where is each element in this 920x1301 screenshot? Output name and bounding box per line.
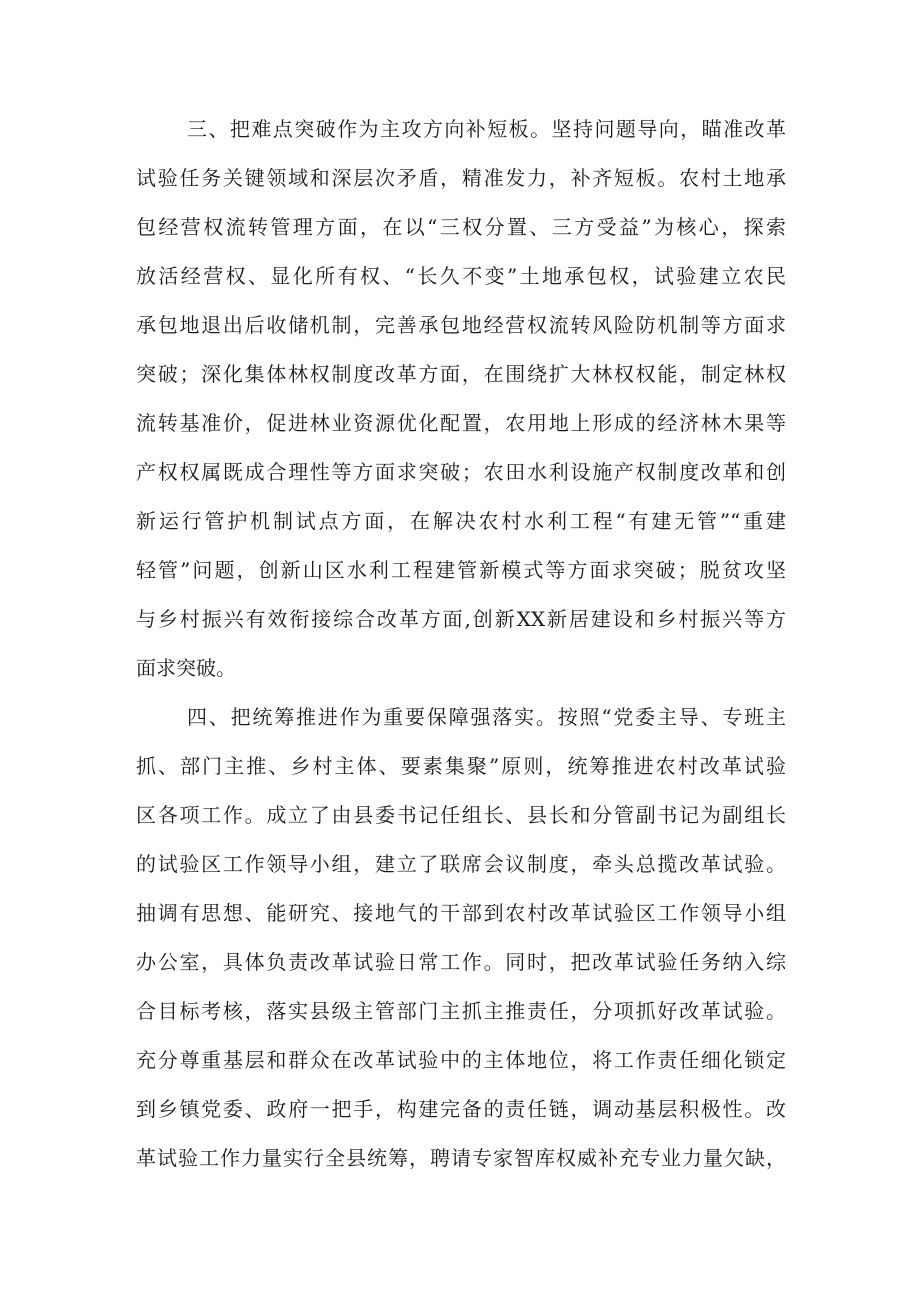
paragraph-1-line-5: 承包地退出后收储机制，完善承包地经营权流转风险防机制等方面求 bbox=[136, 313, 786, 337]
paragraph-1-line-8: 产权权属既成合理性等方面求突破；农田水利设施产权制度改革和创 bbox=[136, 460, 786, 484]
paragraph-1-line-10: 轻管”问题，创新山区水利工程建管新模式等方面求突破；脱贫攻坚 bbox=[136, 558, 786, 582]
paragraph-1-line-2: 试验任务关键领域和深层次矛盾，精准发力，补齐短板。农村土地承 bbox=[136, 166, 786, 190]
paragraph-2-line-9: 到乡镇党委、政府一把手，构建完备的责任链，调动基层积极性。改 bbox=[136, 1097, 786, 1121]
paragraph-2-line-5: 抽调有思想、能研究、接地气的干部到农村改革试验区工作领导小组 bbox=[136, 901, 786, 925]
paragraph-2-line-4: 的试验区工作领导小组，建立了联席会议制度，牵头总揽改革试验。 bbox=[136, 852, 786, 876]
paragraph-1-line-6: 突破；深化集体林权制度改革方面，在围绕扩大林权权能，制定林权 bbox=[136, 362, 786, 386]
paragraph-1-line-11: 与乡村振兴有效衔接综合改革方面,创新XX新居建设和乡村振兴等方 bbox=[136, 607, 786, 631]
paragraph-1-line-3: 包经营权流转管理方面，在以“三权分置、三方受益”为核心，探索 bbox=[136, 215, 786, 239]
paragraph-2-line-3: 区各项工作。成立了由县委书记任组长、县长和分管副书记为副组长 bbox=[136, 803, 786, 827]
paragraph-2-line-7: 合目标考核，落实县级主管部门主抓主推责任，分项抓好改革试验。 bbox=[136, 999, 786, 1023]
paragraph-2-line-10: 革试验工作力量实行全县统筹，聘请专家智库权威补充专业力量欠缺， bbox=[136, 1146, 786, 1170]
paragraph-1-line-9: 新运行管护机制试点方面，在解决农村水利工程“有建无管”“重建 bbox=[136, 509, 786, 533]
paragraph-1-line-12: 面求突破。 bbox=[136, 656, 236, 680]
paragraph-2-line-8: 充分尊重基层和群众在改革试验中的主体地位，将工作责任细化锁定 bbox=[136, 1048, 786, 1072]
paragraph-2-line-2: 抓、部门主推、乡村主体、要素集聚”原则，统筹推进农村改革试验 bbox=[136, 754, 786, 778]
paragraph-2-line-6: 办公室，具体负责改革试验日常工作。同时，把改革试验任务纳入综 bbox=[136, 950, 786, 974]
paragraph-2-line-1: 四、把统筹推进作为重要保障强落实。按照“党委主导、专班主 bbox=[187, 705, 786, 729]
paragraph-1-line-7: 流转基准价，促进林业资源优化配置，农用地上形成的经济林木果等 bbox=[136, 411, 786, 435]
paragraph-1-line-4: 放活经营权、显化所有权、“长久不变”土地承包权，试验建立农民 bbox=[136, 264, 786, 288]
paragraph-1-line-1: 三、把难点突破作为主攻方向补短板。坚持问题导向，瞄准改革 bbox=[187, 117, 786, 141]
